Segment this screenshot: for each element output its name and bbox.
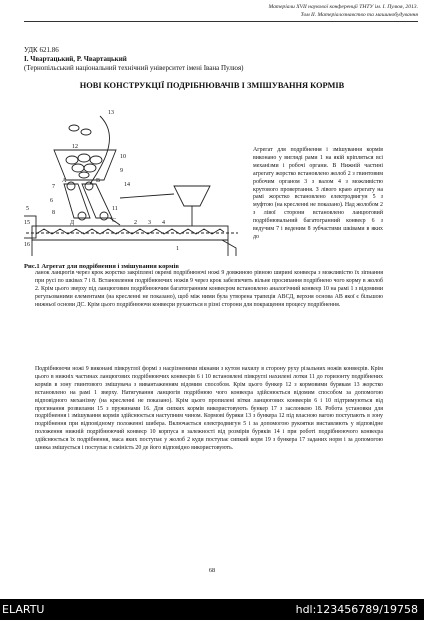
volume-header: Том II. Матеріалознавство та машинобудування [300, 12, 418, 18]
sprocket-8 [78, 212, 86, 220]
label-14: 14 [124, 182, 130, 188]
authors: І. Чвартацький, Р. Чвартацький [24, 55, 127, 63]
upper-frame [120, 194, 174, 198]
label-C: С [112, 218, 117, 224]
outlet-20 [222, 240, 236, 256]
label-5: 5 [26, 206, 29, 212]
label-D: Д [70, 220, 75, 226]
page-number: 68 [208, 567, 216, 574]
handle-id[interactable]: hdl:123456789/19758 [295, 603, 418, 616]
article-title: НОВІ КОНСТРУКЦІЇ ПОДРІБНЮВАЧІВ І ЗМІШУВАННЯ КОРМІВ [79, 81, 345, 90]
paragraph: Агрегат для подрібнення і змішування кормів виконано у вигляді рами 1 на якій кріпляться всі механізми і робочі органи. В Нижній частині агрегату жорстко встановлено жолоб 2 з гвинтовим робочим органом 3 з валом 4 з можливістю крутового провертання. З лівого краю агрегату на рамі жорстко встановлено електродвигун 5 з муфтою (на кресленні не показано). Над жолобом 2 з лівої сторони встановлено ланцюговий подрібнювальний багатогранний конвеєр 6 з ведучим 7 і веденим 8 зубчастими шківами в яких до [253, 147, 383, 240]
aggregate-diagram [24, 98, 249, 260]
label-16: 16 [24, 242, 30, 248]
label-B: В [96, 178, 101, 184]
paragraph: Подрібнюючи ножі 9 виконані півкруглої формі з насрізненими вікнами з кутом нахилу в сторону руху різальних ножів конвеєрів. Крім цього в нижніх частинах ланцюгових подрібнюючих конвеєрів 6 і 10 встановлені півкруглі нахилені лотки 11 до горизонту подрібнених кормів в зону гвинтового змішувача з вивантаженням відомим способом. Крім цього бункер 12 з кормовими бурякам 13 жорстко встановлено на рамі 1 зверху. Натягування ланцюгів подрібнюю чого конвеєра здійснюється відомим способом за допомогою відповідного механізму (на кресленні не показано). Крім цього пропилені вітки ланцюгових конвеєрів 6 і 10 підтримуються від прогинання розвилами 15 з пружинами 16. Для сипких кормів використовують бункер 17 з заслонкою 18. Робота установки для подрібнення і змішування кормів здійснюється наступним чином. Кормові буряки 13 з бункера 12 під власною вагою поступають в зону подрібнення при відповідному положенні шибера. Включається електродвигун 5 і за допомогою рукоятки виставляють у відповідне положення нижній подрібнюючий конвеєр 10 корпуса в залежності від розмірів буряків 14 і при роботі подрібнюючого конвеєра здійснюється їх подрібнення, маса яких поступає у жолоб 2 куди поступає сипкий корм 19 з бункера 17 заданих норм і за допомогою шнека змішується і поступає в сміність 20 де його відповідно використовують. [35, 366, 383, 452]
label-3: 3 [148, 220, 151, 226]
paragraph: ланок ланцюгів через крок жорстко закріплені окремі подрібнюючі ножі 9 довжиною рівною ширині конвеєра з можливістю їх зіпнання при русі по шківах 7 і 8. Встановлення подрібнюючих ножів 9 через крок забезпечить вільне просипання подрібнено чого корму в жолоб 2. Крім цього зверху під ланцюговим подрібнюючим багатогранним конвеєром встановлено аналогічний конвеєр 10 на рамі 1 з відомими регульованими елементами (на кресленні не показано), щоб між ними була утворена трапеція АВСД, верхня основа АВ якої є більшою нижньої основи ДС. Крім цього подрібнюючи конвеєри рухаються в різні сторони для покращення процесу подрібнення. [35, 270, 383, 308]
screw-3 [36, 229, 224, 234]
affiliation: (Тернопільський національний технічний університет імені Івана Пулюя) [24, 64, 244, 72]
label-10: 10 [120, 154, 126, 160]
figure-caption: Рис.1 Агрегат для подрібнення і змішування кормів [24, 263, 179, 270]
hopper-17 [174, 186, 210, 206]
conference-header: Матеріали XVII наукової конференції ТНТУ ім. І. Пулюя, 2013. [268, 4, 418, 10]
label-7: 7 [52, 184, 55, 190]
header-rule [24, 21, 418, 22]
label-12: 12 [72, 144, 78, 150]
label-15: 15 [24, 220, 30, 226]
label-8: 8 [52, 210, 55, 216]
label-9: 9 [120, 168, 123, 174]
label-A: А [62, 178, 67, 184]
repository-name: ELARTU [2, 603, 45, 616]
label-4: 4 [162, 220, 165, 226]
label-11: 11 [112, 206, 118, 212]
udc-code: УДК 621.86 [24, 46, 59, 54]
label-6: 6 [50, 198, 53, 204]
beet-13 [66, 156, 78, 164]
label-13: 13 [108, 110, 114, 116]
label-1: 1 [176, 246, 179, 252]
sprocket-7 [67, 182, 75, 190]
label-2: 2 [134, 220, 137, 226]
